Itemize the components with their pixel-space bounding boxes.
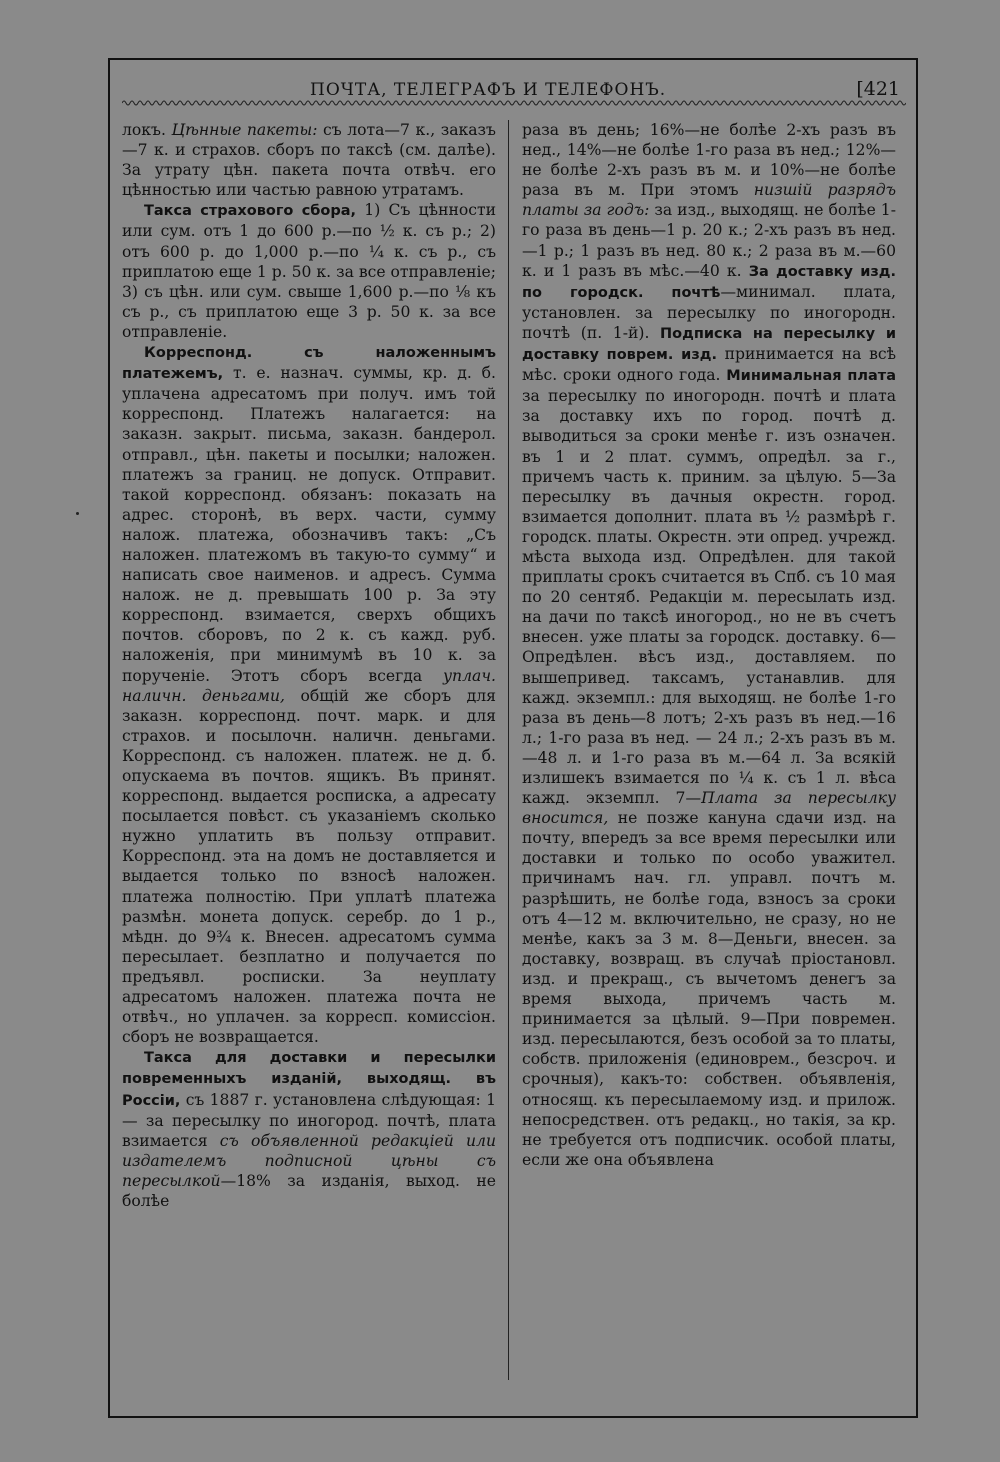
speck — [76, 512, 79, 515]
text-run: общій же сборъ для заказн. корреспонд. почт. марк. и для страхов. и посылочн. наличн. деньгами. Корреспонд. съ наложен. платеж. не д. б. опускаема въ почтов. ящикъ. Въ принят. корреспонд. выдается росписка, а адресату посылается повѣст. съ указаніемъ сколько нужно уплатить въ пользу отправит. Корреспонд. эта на домъ не доставляется и выдается только по взносѣ наложен. платежа полностію. При уплатѣ платежа размѣн. монета допуск. серебр. до 1 р., мѣдн. до 9¾ к. Внесен. адресатомъ сумма пересылает. безплатно и получается по предъявл. росписки. За неуплату адресатомъ наложен. платежа почта не отвѣч., но уплачен. за корресп. комиссіон. сборъ не возвращается. — [122, 686, 496, 1047]
text-run: раза въ день; 16%—не болѣе 2-хъ разъ въ нед., 14%—не болѣе 1-го раза въ нед.; 12%—не болѣе 2-хъ разъ въ м. и 10%—не болѣе раза въ м. При этомъ — [522, 121, 896, 200]
right-column — [522, 120, 896, 1170]
text-run: —минимал. плата, установлен. за пересылку по иногородн. почтѣ (п. 1-й). — [522, 282, 896, 342]
text-run: съ лота—7 к., заказъ—7 к. и страхов. сборъ по таксѣ (см. далѣе). За утрату цѣн. пакета почта отвѣч. его цѣнностью или частью равною утратамъ. — [122, 121, 496, 200]
text-run: принимается на всѣ мѣс. сроки одного года. — [522, 345, 896, 385]
book-page — [108, 58, 918, 1418]
bold-heading: Минимальная плата — [726, 368, 896, 385]
italic-run: съ объявленной редакціей или издателемъ подписной цѣны съ пересылкой — [122, 1131, 496, 1190]
text-run: —18% за изданія, выход. не болѣе — [122, 1171, 496, 1210]
text-run: т. е. назнач. суммы, кр. д. б. уплачена адресатомъ при получ. имъ той корреспонд. Платежъ налагается: на заказн. закрыт. письма, заказн. бандерол. отправл., цѣн. пакеты и посылки; наложен. платежъ за границ. не допуск. Отправит. такой корреспонд. обязанъ: показать на адрес. сторонѣ, въ верх. части, сумму налож. платежа, обозначивъ такъ: „Съ наложен. платежомъ въ такую-то сумму“ и написать свое наименов. и адресъ. Сумма налож. не д. превышать 100 р. За эту корреспонд. взимается, сверхъ общихъ почтов. сборовъ, по 2 к. съ кажд. руб. наложенія, при минимумѣ въ 10 к. за порученіе. Этотъ сборъ всегда — [122, 364, 496, 685]
paragraph-periodicals-tariff — [122, 1047, 496, 1211]
left-column — [122, 120, 496, 1211]
text-run: за изд., выходящ. не болѣе 1-го раза въ день—1 р. 20 к.; 2-хъ разъ въ нед.—1 р.; 1 разъ въ нед. 80 к.; 2 раза въ м.—60 к. и 1 разъ въ мѣс.—40 к. — [522, 201, 896, 280]
bold-heading: Такса страхового сбора, — [144, 203, 357, 220]
paragraph-insurance-tariff — [122, 200, 496, 342]
text-run: не позже кануна сдачи изд. на почту, впередъ за все время пересылки или доставки и только по особо уважител. причинамъ нач. гл. управл. почтъ м. разрѣшить, не болѣе года, взносъ за сроки отъ 4—12 м. включительно, не сразу, но не менѣе, какъ за 3 м. 8—Деньги, внесен. за доставку, возвращ. въ случаѣ пріостановл. изд. и прекращ., съ вычетомъ денегъ за время выхода, причемъ часть м. принимается за цѣлый. 9—При повремен. изд. пересылаются, безъ особой за то платы, собств. приложенія (единоврем., безсроч. и срочныя), какъ-то: собствен. объявленія, относящ. къ пересылаемому изд. и прилож. непосредствен. отъ редакц., но такія, за кр. не требуется отъ подписчик. особой платы, если же она объявлена — [522, 809, 896, 1169]
italic-run: низшій разрядъ платы за годъ: — [522, 181, 896, 220]
bold-heading: Такса для доставки и пересылки повременныхъ изданій, выходящ. въ Россіи, — [122, 1050, 496, 1109]
paragraph-continuation — [522, 120, 896, 1170]
text-run: 1) Съ цѣнности или сум. отъ 1 до 600 р.—по ½ к. съ р.; 2) отъ 600 р. до 1,000 р.—по ¼ к. съ р., съ приплатою еще 1 р. 50 к. за все отправленіе; 3) съ цѣн. или сум. свыше 1,600 р.—по ⅛ къ съ р., съ приплатою еще 3 р. 50 к. за все отправленіе. — [122, 201, 496, 341]
column-divider — [508, 120, 509, 1380]
text-run: локъ. — [122, 121, 172, 139]
running-title: ПОЧТА, ТЕЛЕГРАФЪ И ТЕЛЕФОНЪ. — [310, 80, 667, 100]
wavy-rule — [122, 98, 906, 108]
bold-heading: За доставку изд. по городск. почтѣ — [522, 263, 896, 301]
paragraph-valuable-packets — [122, 120, 496, 200]
italic-run: Плата за пересылку вносится, — [522, 789, 896, 828]
text-run: за пересылку по иногородн. почтѣ и плата за доставку ихъ по город. почтѣ д. выводиться за сроки менѣе г. изъ означен. въ 1 и 2 плат. суммъ, опредѣл. за г., причемъ часть к. приним. за цѣлую. 5—За пересылку въ дачныя окрестн. город. взимается дополнит. плата въ ½ размѣрѣ г. городск. платы. Окрестн. эти опред. учрежд. мѣста выхода изд. Опредѣлен. для такой приплаты срокъ считается въ Спб. съ 10 мая по 20 сентяб. Редакціи м. пересылать изд. на дачи по таксѣ иногород., но не въ счетъ внесен. уже платы за городск. доставку. 6—Опредѣлен. вѣсъ изд., доставляем. по вышепривед. таксамъ, устанавлив. для кажд. экземпл.: для выходящ. не болѣе 1-го раза въ день—8 лотъ; 2-хъ разъ въ нед.—16 л.; 1-го раза въ нед. — 24 л.; 2-хъ разъ въ м.—48 л. и 1-го раза въ м.—64 л. За всякій излишекъ взимается по ¼ к. съ 1 л. вѣса кажд. экземпл. 7— — [522, 387, 896, 808]
text-run: съ 1887 г. установлена слѣдующая: 1 — за пересылку по иногород. почтѣ, плата взимается — [122, 1090, 496, 1150]
paragraph-cash-on-delivery — [122, 342, 496, 1047]
bold-heading: Корреспонд. съ наложеннымъ платежемъ, — [122, 345, 496, 383]
page-number: [421 — [856, 78, 900, 100]
italic-run: уплач. наличн. деньгами, — [122, 666, 496, 705]
italic-run: Цѣнные пакеты: — [171, 121, 318, 139]
bold-heading: Подписка на пересылку и доставку поврем. изд. — [522, 325, 896, 364]
